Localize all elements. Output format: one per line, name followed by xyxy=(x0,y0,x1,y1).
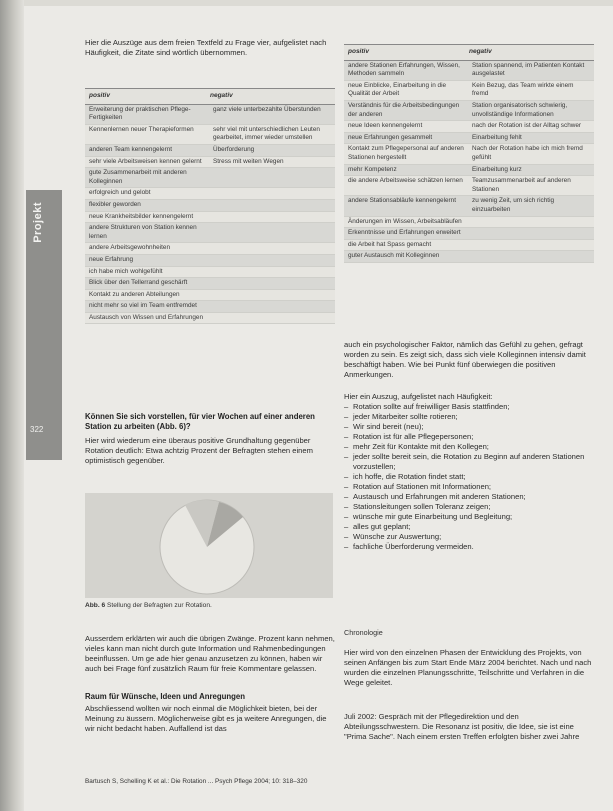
left-table-header-positive: positiv xyxy=(89,92,110,99)
table-cell-positive: neue Erfahrungen gesammelt xyxy=(348,133,433,141)
table-cell-positive: mehr Kompetenz xyxy=(348,165,397,173)
table-row xyxy=(344,121,594,133)
table-cell-negative: zu wenig Zeit, um sich richtig einzuarbeiten xyxy=(472,197,555,213)
table-cell-positive: andere Stationen Erfahrungen, Wissen, Methoden sammeln xyxy=(348,61,460,78)
list-item: – Austausch und Erfahrungen mit anderen Stationen; xyxy=(344,492,596,502)
right-table-body xyxy=(344,61,594,263)
table-cell-negative: ganz viele unterbezahlte Überstunden xyxy=(213,105,321,113)
figure-caption-label: Abb. 6 xyxy=(85,602,106,609)
figure-caption xyxy=(85,602,212,609)
table-row xyxy=(85,313,335,325)
table-row xyxy=(344,81,594,101)
right-list-intro: Hier ein Auszug, aufgelistet nach Häufigkeit: xyxy=(344,392,493,401)
list-item: – alles gut geplant; xyxy=(344,522,596,532)
list-item: – jeder sollte bereit sein, die Rotation zu Beginn auf anderen Stationen vorzustellen; xyxy=(344,452,596,472)
list-item: – Stationsleitungen sollen Toleranz zeigen; xyxy=(344,502,596,512)
list-item: – Rotation sollte auf freiwilliger Basis stattfinden; xyxy=(344,402,596,412)
table-cell-positive: erfolgreich und gelobt xyxy=(89,189,151,197)
right-intro-text: auch ein psychologischer Faktor, nämlich das Gefühl zu gehen, gefragt worden zu sein. Es zeigt sich, dass sich viele Kolleginnen intensiv damit beschäftigt haben. Wie bei Punkt fünf überwiegen die positiven Anmerkungen. xyxy=(344,340,586,379)
table-row xyxy=(344,101,594,121)
right-list-block xyxy=(344,392,596,552)
table-cell-negative: Überforderung xyxy=(213,145,255,153)
table-cell-positive: nicht mehr so viel im Team entfremdet xyxy=(89,302,197,310)
table-row xyxy=(344,144,594,164)
table-cell-negative xyxy=(213,201,331,210)
intro-text: Hier die Auszüge aus dem freien Textfeld zu Frage vier, aufgelistet nach Häufigkeit, die Zitate sind wörtlich übernommen. xyxy=(85,38,327,57)
table-cell-positive: guter Austausch mit Kolleginnen xyxy=(348,252,440,260)
table-cell-negative xyxy=(213,256,331,265)
table-cell-negative: nach der Rotation ist der Alltag schwer xyxy=(472,122,582,130)
table-cell-negative: Nach der Rotation habe ich mich fremd gefühlt xyxy=(472,145,583,161)
table-cell-positive: Änderungen im Wissen, Arbeitsabläufen xyxy=(348,217,462,225)
table-cell-negative: Stress mit weiten Wegen xyxy=(213,157,284,165)
table-cell-positive: neue Erfahrung xyxy=(89,255,134,263)
table-cell-negative xyxy=(213,302,331,311)
list-item: – wünsche mir gute Einarbeitung und Begleitung; xyxy=(344,512,596,522)
table-row xyxy=(85,168,335,188)
table-cell-positive: Kontakt zum Pflegepersonal auf anderen Stationen hergestellt xyxy=(348,145,464,161)
right-table-header-negative: negativ xyxy=(469,48,492,55)
table-row xyxy=(85,243,335,255)
table-cell-negative xyxy=(213,169,331,186)
table-row xyxy=(344,196,594,216)
table-cell-positive: Erweiterung der praktischen Pflege-Fertigkeiten xyxy=(89,105,191,122)
table-row xyxy=(85,105,335,125)
table-row xyxy=(85,255,335,267)
table-cell-negative: Einarbeitung fehlt xyxy=(472,133,522,141)
table-cell-positive: Blick über den Tellerrand geschärft xyxy=(89,279,188,287)
table-cell-negative xyxy=(213,189,331,198)
table-cell-negative: Teamzusammenarbeit auf anderen Stationen xyxy=(472,177,571,193)
table-row xyxy=(344,165,594,177)
table-row xyxy=(85,212,335,224)
table-cell-negative xyxy=(472,252,590,261)
table-row xyxy=(85,301,335,313)
list-item: – fachliche Überforderung vermeiden. xyxy=(344,542,596,552)
list-item: – Rotation auf Stationen mit Informationen; xyxy=(344,482,596,492)
left-table-header xyxy=(85,89,335,105)
right-table-header-positive: positiv xyxy=(348,48,369,55)
table-row xyxy=(344,176,594,196)
table-cell-negative: Kein Bezug, das Team wirkte einem fremd xyxy=(472,81,574,98)
list-item: – jeder Mitarbeiter sollte rotieren; xyxy=(344,412,596,422)
table-row xyxy=(85,290,335,302)
table-cell-negative xyxy=(213,279,331,288)
book-fold xyxy=(0,0,24,811)
table-cell-positive: neue Ideen kennengelernt xyxy=(348,122,423,130)
table-cell-positive: Austausch von Wissen und Erfahrungen xyxy=(89,313,204,321)
rotation-pie-chart xyxy=(85,493,333,598)
table-cell-positive: Erkenntnisse und Erfahrungen erweitert xyxy=(348,229,461,237)
table-cell-negative xyxy=(213,268,331,277)
right-table-header xyxy=(344,45,594,61)
table-cell-positive: Verständnis für die Arbeitsbedingungen der anderen xyxy=(348,101,460,118)
list-item: – Rotation ist für alle Pflegepersonen; xyxy=(344,432,596,442)
table-row xyxy=(344,61,594,81)
table-row xyxy=(344,228,594,240)
table-cell-positive: neue Krankheitsbilder kennengelernt xyxy=(89,212,194,220)
page-number: 322 xyxy=(30,425,44,434)
table-cell-positive: andere Stationsabläufe kennengelernt xyxy=(348,197,457,205)
right-comments-table xyxy=(344,44,594,263)
left-comments-table xyxy=(85,88,335,324)
table-cell-positive: ich habe mich wohlgefühlt xyxy=(89,267,163,275)
table-cell-positive: Kontakt zu anderen Abteilungen xyxy=(89,290,180,298)
table-cell-positive: flexibler geworden xyxy=(89,200,141,208)
table-cell-negative: Einarbeitung kurz xyxy=(472,165,522,173)
table-cell-positive: die Arbeit hat Spass gemacht xyxy=(348,240,432,248)
question-text: Hier wird wiederum eine überaus positive Grundhaltung gegenüber Rotation deutlich: Etwa achtzig Prozent der Befragten stehen einem optimistisch gegenüber. xyxy=(85,436,313,465)
table-row xyxy=(344,133,594,145)
chronology-heading: Chronologie xyxy=(344,628,383,637)
table-row xyxy=(85,267,335,279)
figure-caption-text: Stellung der Befragten zur Rotation. xyxy=(105,602,212,609)
table-cell-positive: anderen Team kennengelernt xyxy=(89,145,173,153)
table-row xyxy=(85,188,335,200)
left-table-body xyxy=(85,105,335,325)
table-cell-negative xyxy=(472,218,590,227)
chronology-text-2: Juli 2002: Gespräch mit der Pflegedirektion und den Abteilungsschwestern. Die Resonanz ist positiv, die Idee, sie ist eine "Prima Sache". Nach einem ersten Treffen erfolgten bisher zwei Jahre xyxy=(344,712,580,741)
table-cell-negative: sehr viel mit unterschiedlichen Leuten gearbeitet, immer wieder umstellen xyxy=(213,125,320,142)
table-cell-negative xyxy=(472,241,590,250)
table-cell-negative xyxy=(213,244,331,253)
list-item: – Wünsche zur Auswertung; xyxy=(344,532,596,542)
table-row xyxy=(85,145,335,157)
rotation-pie-figure xyxy=(85,493,333,598)
list-item: – mehr Zeit für Kontakte mit den Kollegen; xyxy=(344,442,596,452)
question-heading: Können Sie sich vorstellen, für vier Wochen auf einer anderen Station zu arbeiten (Abb. 6)? xyxy=(85,412,315,431)
wishes-heading: Raum für Wünsche, Ideen und Anregungen xyxy=(85,692,245,701)
table-row xyxy=(85,157,335,169)
wishes-text: Abschliessend wollten wir noch einmal die Möglichkeit bieten, bei der Meinung zu äussern. Möglicherweise gibt es ja weitere Anregungen, die wir nicht bedacht haben. Auffallend ist das xyxy=(85,704,327,733)
table-cell-positive: Kennenlernen neuer Therapieformen xyxy=(89,125,194,133)
list-item: – ich hoffe, die Rotation findet statt; xyxy=(344,472,596,482)
chronology-text-1: Hier wird von den einzelnen Phasen der Entwicklung des Projekts, von seinen Anfängen bis zum Start Ende März 2004 berichtet. Nach und nach wurden die einzelnen Planungsschritte, Teilschritte und Verfahren in die Wege geleitet. xyxy=(344,648,592,687)
table-row xyxy=(344,217,594,229)
table-cell-negative xyxy=(213,314,331,323)
table-cell-positive: sehr viele Arbeitsweisen kennen gelernt xyxy=(89,157,202,165)
table-row xyxy=(85,200,335,212)
table-cell-negative xyxy=(472,229,590,238)
table-cell-negative xyxy=(213,291,331,300)
left-table-header-negative: negativ xyxy=(210,92,233,99)
table-cell-positive: andere Strukturen von Station kennen lernen xyxy=(89,224,197,240)
table-row xyxy=(85,223,335,243)
section-text: Ausserdem erklärten wir auch die übrigen Zwänge. Prozent kann nehmen, vieles kann man nicht durch gute Information und Rahmenbedingungen beeinflussen. Um ge ade hier genau anzusetzen zu können, haben wir auch bei Frage fünf zusätzlich Raum für freie Kommentare gelassen. xyxy=(85,634,335,673)
table-cell-positive: andere Arbeitsgewohnheiten xyxy=(89,244,171,252)
table-cell-negative xyxy=(213,224,331,241)
table-cell-positive: neue Einblicke, Einarbeitung in die Qualität der Arbeit xyxy=(348,81,447,98)
table-cell-negative: Station spannend, im Patienten Kontakt ausgelastet xyxy=(472,61,585,78)
list-item: – Wir sind bereit (neu); xyxy=(344,422,596,432)
right-comments-list xyxy=(344,402,596,552)
section-tab xyxy=(26,190,62,460)
section-tab-label: Projekt xyxy=(32,202,44,243)
reference-footer: Bartusch S, Schelling K et al.: Die Rotation ... Psych Pflege 2004; 10: 318–320 xyxy=(85,778,308,785)
table-row xyxy=(85,278,335,290)
table-cell-negative xyxy=(213,213,331,222)
table-cell-positive: die andere Arbeitsweise schätzen lernen xyxy=(348,177,463,185)
table-row xyxy=(344,240,594,252)
table-cell-negative: Station organisatorisch schwierig, unvollständige Informationen xyxy=(472,101,568,118)
table-row xyxy=(344,251,594,263)
table-cell-positive: gute Zusammenarbeit mit anderen Kolleginnen xyxy=(89,169,187,185)
table-row xyxy=(85,125,335,145)
